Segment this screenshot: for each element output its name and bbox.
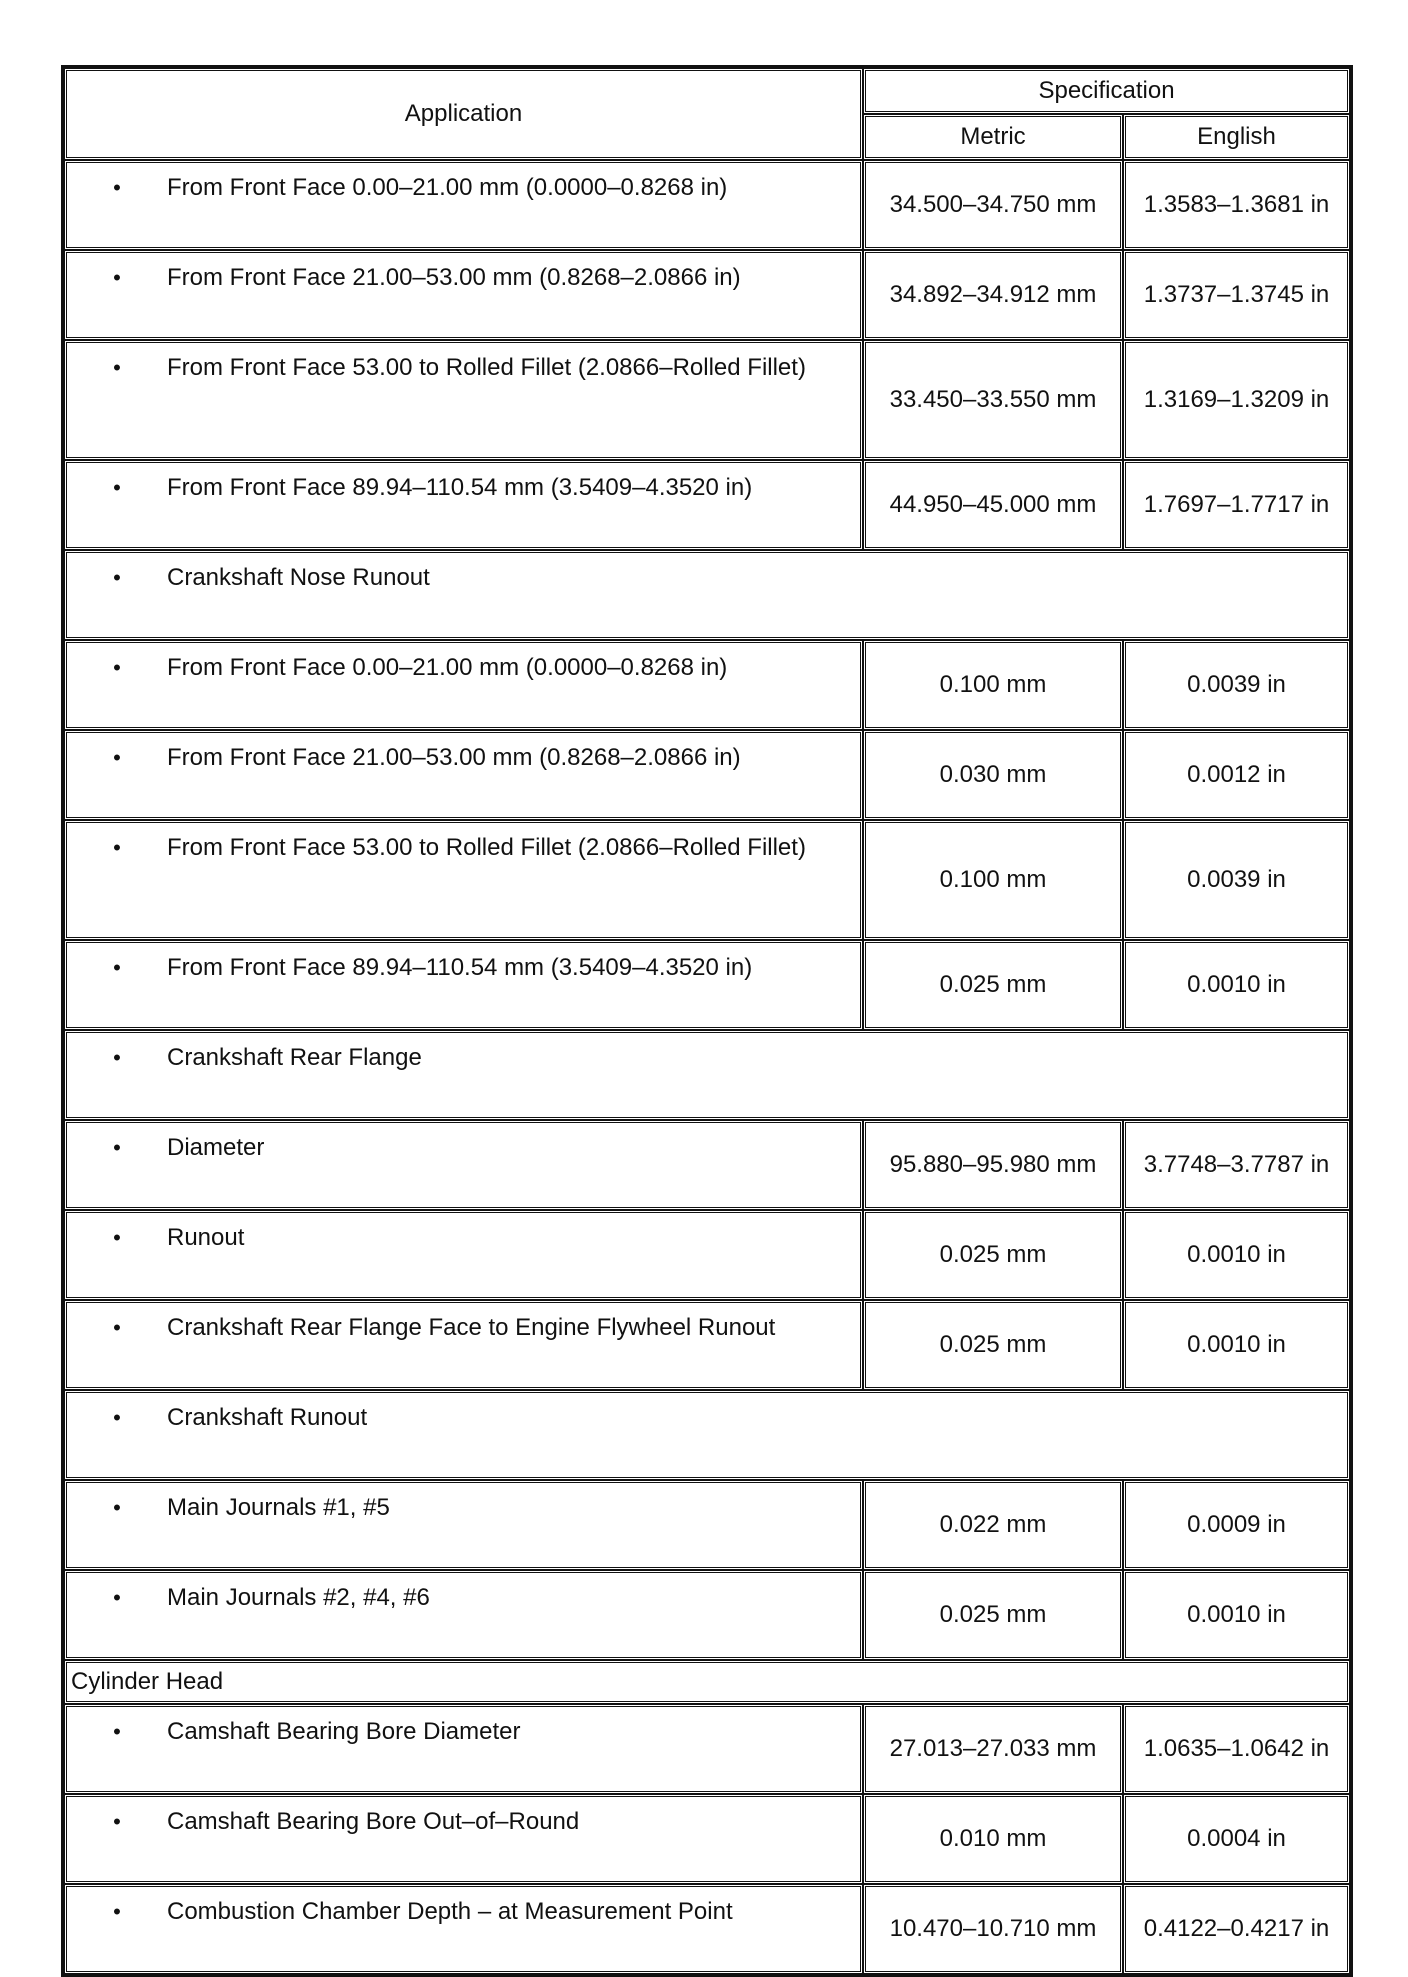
application-text: Crankshaft Runout — [167, 1404, 368, 1431]
application-text: Main Journals #1, #5 — [167, 1494, 390, 1521]
bullet-icon: • — [113, 355, 121, 380]
table-row — [64, 550, 1350, 640]
metric-value: 0.100 mm — [863, 820, 1123, 940]
table-row — [64, 820, 1350, 940]
application-text: Crankshaft Nose Runout — [167, 564, 430, 591]
metric-value: 95.880–95.980 mm — [863, 1120, 1123, 1210]
english-value: 1.0635–1.0642 in — [1123, 1704, 1350, 1794]
application-text: From Front Face 21.00–53.00 mm (0.8268–2.0866 in) — [167, 264, 741, 291]
group-heading-cell — [64, 1390, 1350, 1480]
bullet-icon: • — [113, 1405, 121, 1430]
application-text: From Front Face 53.00 to Rolled Fillet (2.0866–Rolled Fillet) — [167, 354, 806, 381]
english-value: 0.0010 in — [1123, 1570, 1350, 1660]
table-row — [64, 940, 1350, 1030]
specification-header: Specification — [863, 68, 1350, 114]
metric-value: 0.025 mm — [863, 940, 1123, 1030]
metric-value: 33.450–33.550 mm — [863, 340, 1123, 460]
table-row — [64, 250, 1350, 340]
metric-value: 0.025 mm — [863, 1210, 1123, 1300]
table-row — [64, 1390, 1350, 1480]
application-text: From Front Face 0.00–21.00 mm (0.0000–0.8268 in) — [167, 174, 728, 201]
metric-value: 34.500–34.750 mm — [863, 160, 1123, 250]
english-value: 3.7748–3.7787 in — [1123, 1120, 1350, 1210]
english-value: 1.3737–1.3745 in — [1123, 250, 1350, 340]
application-text: Main Journals #2, #4, #6 — [167, 1584, 430, 1611]
specification-table — [61, 65, 1353, 1977]
application-cell — [64, 940, 863, 1030]
application-cell — [64, 340, 863, 460]
english-value: 0.0010 in — [1123, 1300, 1350, 1390]
bullet-icon: • — [113, 1045, 121, 1070]
bullet-icon: • — [113, 1585, 121, 1610]
application-cell — [64, 1480, 863, 1570]
application-text: Camshaft Bearing Bore Out–of–Round — [167, 1808, 580, 1835]
bullet-icon: • — [113, 475, 121, 500]
english-value: 1.3169–1.3209 in — [1123, 340, 1350, 460]
bullet-icon: • — [113, 1135, 121, 1160]
table-row — [64, 460, 1350, 550]
table-row — [64, 1660, 1350, 1704]
table-row — [64, 1120, 1350, 1210]
english-value: 0.0010 in — [1123, 1210, 1350, 1300]
application-text: Runout — [167, 1224, 245, 1251]
metric-header: Metric — [863, 114, 1123, 160]
application-cell — [64, 1120, 863, 1210]
metric-value: 0.010 mm — [863, 1794, 1123, 1884]
application-cell — [64, 1210, 863, 1300]
metric-value: 0.025 mm — [863, 1300, 1123, 1390]
table-row — [64, 1884, 1350, 1974]
table-row — [64, 340, 1350, 460]
metric-value: 10.470–10.710 mm — [863, 1884, 1123, 1974]
bullet-icon: • — [113, 1719, 121, 1744]
application-cell — [64, 1794, 863, 1884]
bullet-icon: • — [113, 565, 121, 590]
english-value: 1.7697–1.7717 in — [1123, 460, 1350, 550]
application-cell — [64, 1300, 863, 1390]
table-row — [64, 730, 1350, 820]
application-cell — [64, 640, 863, 730]
application-cell — [64, 820, 863, 940]
application-cell — [64, 1704, 863, 1794]
bullet-icon: • — [113, 1225, 121, 1250]
bullet-icon: • — [113, 175, 121, 200]
group-heading-cell — [64, 550, 1350, 640]
english-value: 0.0010 in — [1123, 940, 1350, 1030]
table-row — [64, 1570, 1350, 1660]
english-value: 1.3583–1.3681 in — [1123, 160, 1350, 250]
table-row — [64, 1794, 1350, 1884]
bullet-icon: • — [113, 265, 121, 290]
bullet-icon: • — [113, 835, 121, 860]
application-text: Combustion Chamber Depth – at Measurement Point — [167, 1898, 733, 1925]
english-value: 0.4122–0.4217 in — [1123, 1884, 1350, 1974]
table-row — [64, 160, 1350, 250]
english-value: 0.0004 in — [1123, 1794, 1350, 1884]
specification-rows — [64, 160, 1350, 1974]
group-heading-cell — [64, 1030, 1350, 1120]
bullet-icon: • — [113, 745, 121, 770]
application-text: From Front Face 53.00 to Rolled Fillet (2.0866–Rolled Fillet) — [167, 834, 806, 861]
application-text: From Front Face 89.94–110.54 mm (3.5409–4.3520 in) — [167, 954, 753, 981]
application-text: From Front Face 21.00–53.00 mm (0.8268–2.0866 in) — [167, 744, 741, 771]
english-value: 0.0039 in — [1123, 640, 1350, 730]
metric-value: 27.013–27.033 mm — [863, 1704, 1123, 1794]
metric-value: 0.022 mm — [863, 1480, 1123, 1570]
application-cell — [64, 460, 863, 550]
bullet-icon: • — [113, 1899, 121, 1924]
bullet-icon: • — [113, 955, 121, 980]
english-header: English — [1123, 114, 1350, 160]
section-heading: Cylinder Head — [64, 1660, 1350, 1704]
metric-value: 0.100 mm — [863, 640, 1123, 730]
application-cell — [64, 1570, 863, 1660]
metric-value: 0.030 mm — [863, 730, 1123, 820]
table-row — [64, 1030, 1350, 1120]
english-value: 0.0039 in — [1123, 820, 1350, 940]
bullet-icon: • — [113, 1495, 121, 1520]
table-row — [64, 1704, 1350, 1794]
bullet-icon: • — [113, 655, 121, 680]
application-text: From Front Face 0.00–21.00 mm (0.0000–0.8268 in) — [167, 654, 728, 681]
application-cell — [64, 730, 863, 820]
application-text: Camshaft Bearing Bore Diameter — [167, 1718, 521, 1745]
bullet-icon: • — [113, 1809, 121, 1834]
table-row — [64, 1300, 1350, 1390]
metric-value: 34.892–34.912 mm — [863, 250, 1123, 340]
table-row — [64, 1480, 1350, 1570]
metric-value: 0.025 mm — [863, 1570, 1123, 1660]
table-row — [64, 1210, 1350, 1300]
application-text: Crankshaft Rear Flange — [167, 1044, 422, 1071]
metric-value: 44.950–45.000 mm — [863, 460, 1123, 550]
application-text: From Front Face 89.94–110.54 mm (3.5409–4.3520 in) — [167, 474, 753, 501]
application-header: Application — [64, 68, 863, 160]
english-value: 0.0009 in — [1123, 1480, 1350, 1570]
application-text: Crankshaft Rear Flange Face to Engine Flywheel Runout — [167, 1314, 776, 1341]
bullet-icon: • — [113, 1315, 121, 1340]
english-value: 0.0012 in — [1123, 730, 1350, 820]
application-cell — [64, 250, 863, 340]
application-cell — [64, 1884, 863, 1974]
table-row — [64, 640, 1350, 730]
application-text: Diameter — [167, 1134, 265, 1161]
application-cell — [64, 160, 863, 250]
